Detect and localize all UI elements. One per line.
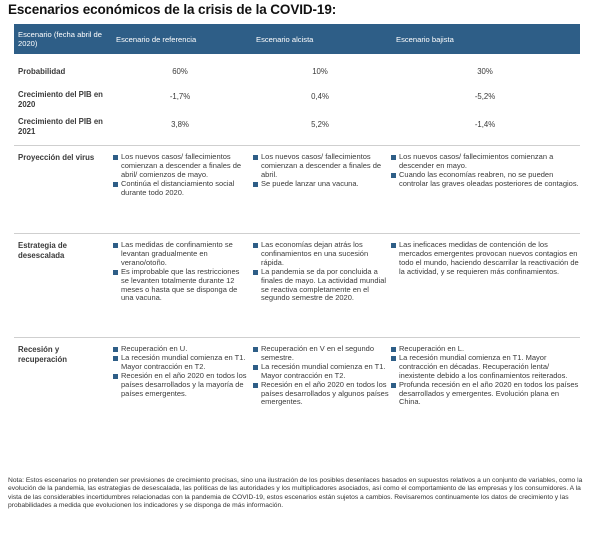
bullet-square-icon [113, 356, 118, 361]
scenarios-table [14, 24, 580, 467]
list-item [113, 153, 249, 180]
bullet-square-icon [113, 347, 118, 352]
list-item-text: Se puede lanzar una vacuna. [261, 178, 359, 188]
list-item-text: Es improbable que las restricciones se levanten totalmente durante 12 meses o hasta que se disponga de una vacuna. [121, 266, 240, 303]
bullet-square-icon [391, 383, 396, 388]
footnote: Nota: Estos escenarios no pretenden ser previsiones de crecimiento precisas, sino una ilustración de los posibles desenlaces basados en supuestos relativos a un conjunto de variables, como la evolución de la pandemia, las estrategias de desescalada, las políticas de las autoridades y los multiplicadores asociados, así como el comportamiento de las empresas y los consumidores. A la vista de las considerables incertidumbres relacionadas con la pandemia de COVID-19, estos escenarios están sujetos a cambios. Revisaremos continuamente los datos de crecimiento y las probabilidades a medida que evolucionen los indicadores y se disponga de más información. [8, 477, 583, 510]
value-reference: 3,8% [171, 120, 189, 129]
list-item [253, 363, 389, 381]
cell-bearish [390, 338, 580, 467]
value-bearish: 30% [477, 67, 493, 76]
bullet-list [391, 153, 579, 189]
list-item-text: La pandemia se da por concluida a finales de mayo. La actividad mundial se reactiva completamente en el segundo semestre de 2020. [261, 266, 387, 303]
row-virus-projection [14, 146, 580, 234]
cell-bearish [390, 234, 580, 338]
list-item [253, 180, 389, 189]
bullet-square-icon [113, 270, 118, 275]
cell-reference [110, 338, 250, 467]
cell-bullish [250, 234, 390, 338]
bullet-square-icon [391, 347, 396, 352]
list-item-text: Profunda recesión en el año 2020 en todos los países desarrollados y emergentes. Evolución plana en China. [399, 379, 579, 407]
row-exit-strategy [14, 234, 580, 338]
bullet-list [111, 241, 249, 303]
table-header [14, 24, 580, 54]
header-bullish: Escenario alcista [250, 24, 390, 54]
list-item-text: Las medidas de confinamiento se levantan gradualmente en verano/otoño. [121, 240, 233, 267]
bullet-square-icon [253, 155, 258, 160]
bullet-square-icon [113, 182, 118, 187]
list-item-text: La recesión mundial comienza en T1. Mayor contracción en T2. [261, 361, 386, 380]
row-recession-recovery [14, 338, 580, 467]
bullet-list [251, 241, 389, 303]
row-probability [14, 54, 580, 84]
bullet-square-icon [391, 155, 396, 160]
list-item [113, 180, 249, 198]
bullet-square-icon [253, 347, 258, 352]
bullet-square-icon [253, 243, 258, 248]
value-bullish: 10% [312, 67, 328, 76]
value-reference: -1,7% [169, 92, 191, 101]
bullet-square-icon [253, 270, 258, 275]
bullet-square-icon [253, 182, 258, 187]
list-item [253, 153, 389, 180]
bullet-list [111, 153, 249, 198]
row-label: Probabilidad [18, 67, 66, 76]
header-scenario-date: Escenario (fecha abril de 2020) [14, 24, 110, 54]
list-item [391, 354, 579, 381]
row-gdp-2021 [14, 115, 580, 146]
cell-reference [110, 234, 250, 338]
list-item-text: La recesión mundial comienza en T1. Mayor contracción en T2. [121, 352, 246, 371]
value-bearish: -5,2% [474, 92, 496, 101]
list-item-text: Recuperación en U. [121, 344, 188, 353]
bullet-square-icon [391, 356, 396, 361]
page-title: Escenarios económicos de la crisis de la COVID-19: [8, 2, 337, 17]
bullet-square-icon [113, 155, 118, 160]
list-item [391, 153, 579, 171]
bullet-list [111, 345, 249, 398]
list-item-text: Continúa el distanciamiento social durante todo 2020. [121, 178, 235, 197]
list-item-text: Los nuevos casos/ fallecimientos comienzan a descender a finales de abril/ comienzos de mayo. [121, 152, 242, 179]
bullet-list [391, 345, 579, 407]
bullet-list [251, 153, 389, 189]
cell-bearish [390, 146, 580, 234]
row-label: Estrategia de desescalada [18, 241, 67, 260]
list-item-text: Recuperación en L. [399, 344, 465, 353]
header-bearish: Escenario bajista [390, 24, 580, 54]
list-item-text: Cuando las economías reabren, no se pueden controlar las graves oleadas posteriores de contagios. [399, 169, 579, 188]
list-item [391, 171, 579, 189]
bullet-list [251, 345, 389, 407]
list-item-text: Recesión en el año 2020 en todos los países desarrollados y algunos países emergentes. [261, 379, 389, 407]
bullet-square-icon [391, 173, 396, 178]
row-label: Crecimiento del PIB en 2021 [18, 117, 103, 136]
list-item [253, 381, 389, 408]
list-item [391, 381, 579, 408]
cell-bullish [250, 146, 390, 234]
value-bearish: -1,4% [474, 120, 496, 129]
list-item [113, 372, 249, 399]
list-item [113, 354, 249, 372]
bullet-square-icon [253, 365, 258, 370]
row-label: Proyección del virus [18, 153, 95, 162]
value-bullish: 5,2% [311, 120, 329, 129]
bullet-square-icon [391, 243, 396, 248]
bullet-square-icon [113, 374, 118, 379]
list-item [253, 241, 389, 268]
header-reference: Escenario de referencia [110, 24, 250, 54]
row-label: Recesión y recuperación [18, 345, 67, 364]
cell-reference [110, 146, 250, 234]
list-item-text: Las economías dejan atrás los confinamientos en una sucesión rápida. [261, 240, 369, 267]
list-item-text: Los nuevos casos/ fallecimientos comienzan a descender a finales de abril. [261, 152, 382, 179]
list-item [253, 268, 389, 304]
list-item [253, 345, 389, 363]
value-bullish: 0,4% [311, 92, 329, 101]
list-item-text: Las ineficaces medidas de contención de los mercados emergentes provocan nuevos contagios en todo el mundo, haciendo descarrilar la reactivación de la actividad, y se requieren más confinamientos. [399, 240, 579, 276]
bullet-list [391, 241, 579, 277]
list-item-text: Recesión en el año 2020 en todos los países desarrollados y la mayoría de países emergentes. [121, 370, 247, 398]
list-item-text: La recesión mundial comienza en T1. Mayor contracción en décadas. Recuperación lenta/ inexistente debido a los confinamientos reiterados. [399, 352, 568, 380]
bullet-square-icon [113, 243, 118, 248]
bullet-square-icon [253, 383, 258, 388]
value-reference: 60% [172, 67, 188, 76]
list-item [113, 268, 249, 304]
list-item [113, 241, 249, 268]
row-label: Crecimiento del PIB en 2020 [18, 90, 103, 109]
cell-bullish [250, 338, 390, 467]
row-gdp-2020 [14, 84, 580, 115]
list-item-text: Recuperación en V en el segundo semestre. [261, 344, 374, 362]
list-item [391, 241, 579, 277]
list-item-text: Los nuevos casos/ fallecimientos comienzan a descender en mayo. [399, 152, 554, 170]
